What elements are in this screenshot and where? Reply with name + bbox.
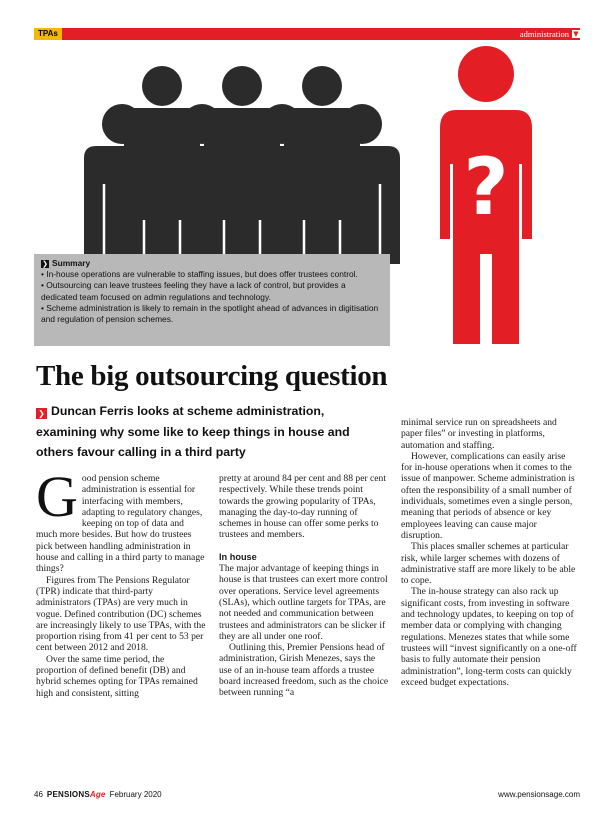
article-column-2 — [219, 473, 389, 699]
summary-bullet: • Scheme administration is likely to remain in the spotlight ahead of advances in digitisation and regulation of pension schemes. — [41, 302, 379, 325]
summary-heading — [41, 258, 383, 269]
summary-bullet: • Outsourcing can leave trustees feeling they have a lack of control, but provides a dedicated team focused on admin regulations and technology. — [41, 280, 346, 302]
article-column-1 — [36, 464, 206, 699]
chevron-right-icon: ❯ — [42, 259, 48, 268]
body-paragraph: Over the same time period, the proportion of defined benefit (DB) and hybrid schemes opting for TPAs remained high and consistent, sitting — [36, 653, 198, 699]
body-paragraph: minimal service run on spreadsheets and paper files” or investing in platforms, automation and staffing. — [401, 417, 557, 451]
body-paragraph: The in-house strategy can also rack up significant costs, from investing in software and technology updates, to keeping on top of member data or complying with changing regulations. Menezes states that while some trustees will “invest significantly on a one-off basis to fully automate their pension administration”, long-term costs can quickly exceed budget expectations. — [401, 586, 577, 688]
body-paragraph: Figures from The Pensions Regulator (TPR) indicate that third-party administrators (TPAs) are very much in vogue. Defined contribution (DC) schemes are increasingly likely to use TPAs, with the proportion rising from 41 per cent to 53 per cent between 2012 and 2018. — [36, 574, 206, 654]
question-mark-icon: ? — [463, 143, 509, 233]
standfirst-text: Duncan Ferris looks at scheme administration, examining why some like to keep things in house and others favour calling in a third party — [36, 404, 350, 459]
drop-cap: G — [36, 464, 78, 529]
category-text: administration — [519, 29, 569, 39]
page-number: 46 — [34, 790, 43, 799]
body-paragraph: Outlining this, Premier Pensions head of administration, Girish Menezes, says the use of an in-house team affords a trustee board increased freedom, such as the choice between running “a — [219, 642, 389, 699]
website-link[interactable]: www.pensionsage.com — [498, 790, 580, 799]
summary-box — [34, 254, 390, 346]
page-footer — [34, 790, 580, 799]
chevron-right-icon: ❯ — [36, 408, 47, 419]
section-tag: TPAs — [34, 28, 62, 40]
article-standfirst — [36, 401, 386, 463]
brand-logo: PENSIONSAge — [46, 790, 106, 799]
body-paragraph: ood pension scheme administration is essential for interfacing with members, adapting to regulatory changes, keeping on top of data and much more besides. But how do trustees pick between handling administration in house and calling in a third party to manage things? — [36, 473, 205, 575]
subheading: In house — [219, 551, 257, 562]
body-paragraph: This places smaller schemes at particular risk, while larger schemes with dozens of administrative staff are more likely to be able to cope. — [401, 541, 576, 587]
chevron-down-icon: ▼ — [573, 30, 579, 38]
issue-date: February 2020 — [109, 790, 162, 799]
article-column-3 — [401, 417, 577, 688]
section-header-bar — [34, 28, 580, 40]
category-label — [520, 28, 580, 40]
body-paragraph: pretty at around 84 per cent and 88 per cent respectively. While these trends point towards the growing popularity of TPAs, managing the day-to-day running of schemes in house can offer some perks to trustees and members. — [219, 473, 387, 541]
summary-bullet: • In-house operations are vulnerable to staffing issues, but does offer trustees control. — [41, 269, 358, 280]
summary-title: Summary — [52, 258, 91, 268]
body-paragraph: The major advantage of keeping things in house is that trustees can exert more control over operations. Service level agreements (SLAs), which outline targets for TPAs, are not needed and communication between trustees and administrators can be slicker if they are all under one roof. — [219, 563, 388, 642]
red-figure — [440, 46, 532, 344]
article-headline: The big outsourcing question — [36, 360, 388, 392]
body-paragraph: However, complications can easily arise for in-house operations when it comes to the issue of manpower. Scheme administration is often the responsibility of a small number of individuals, sometimes even a single person, meaning that periods of absence or key employees leaving can cause major disruption. — [401, 450, 575, 541]
